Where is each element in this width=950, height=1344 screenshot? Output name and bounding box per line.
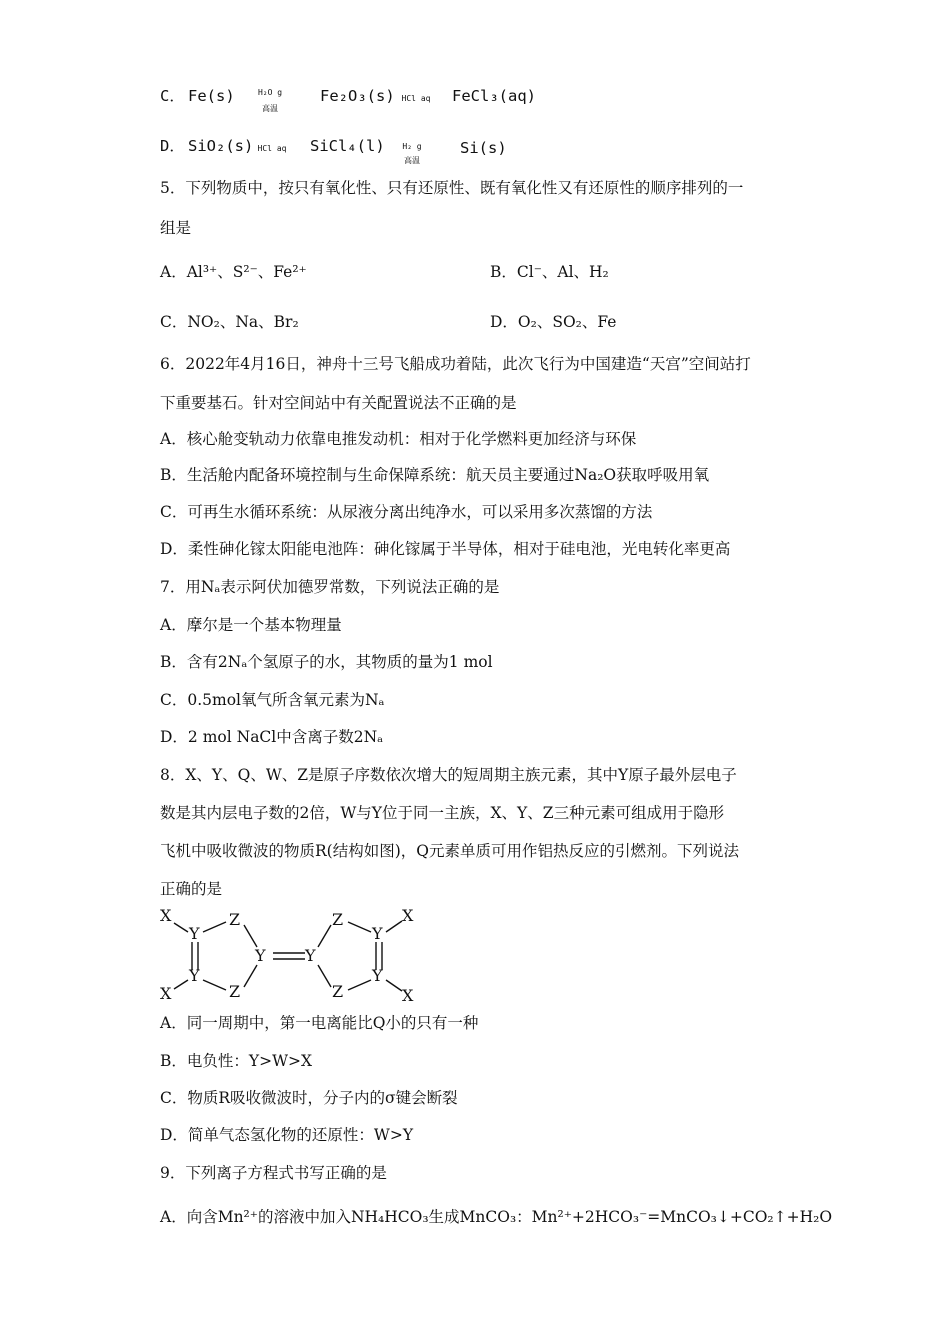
structure-bonds [174,921,402,991]
q7-option-a: A．摩尔是一个基本物理量 [160,616,342,634]
q4c-arrow1-bottom: 高温 [262,104,278,113]
atom-z-lower-right: Z [332,982,344,1001]
q8-stem-line3: 飞机中吸收微波的物质R(结构如图)，Q元素单质可用作铝热反应的引燃剂。下列说法 [160,842,739,860]
q8-stem-line2: 数是其内层电子数的2倍，W与Y位于同一主族，X、Y、Z三种元素可组成用于隐形 [160,804,725,822]
q6-option-a: A．核心舱变轨动力依靠电推发动机：相对于化学燃料更加经济与环保 [160,430,637,448]
atom-x-top-left: X [160,906,172,925]
q8-structure-diagram [150,905,430,1005]
q8-option-a: A．同一周期中，第一电离能比Q小的只有一种 [160,1014,479,1032]
atom-y-upper-left: Y [189,924,200,943]
q4d-product2: Si(s) [460,139,507,157]
q4c-reactant: Fe(s) [188,87,235,105]
q7-option-c: C．0.5mol氧气所含氧元素为Nₐ [160,691,385,709]
atom-y-center-left: Y [255,946,266,965]
q9-option-a: A．向含Mn²⁺的溶液中加入NH₄HCO₃生成MnCO₃：Mn²⁺+2HCO₃⁻=MnCO₃↓+CO₂↑+H₂O [160,1208,833,1226]
q7-option-b: B．含有2Nₐ个氢原子的水，其物质的量为1 mol [160,653,493,671]
q8-stem-line4: 正确的是 [160,880,223,898]
q4d-arrow1-label: HCl aq [257,144,287,153]
q8-stem-line1: 8．X、Y、Q、W、Z是原子序数依次增大的短周期主族元素，其中Y原子最外层电子 [160,766,737,784]
q4d-label: D． [160,137,185,155]
q5-option-b: B．Cl⁻、Al、H₂ [490,263,609,281]
q6-stem-line1: 6．2022年4月16日，神舟十三号飞船成功着陆，此次飞行为中国建造“天宫”空间站打 [160,355,751,373]
q7-stem: 7．用Nₐ表示阿伏加德罗常数，下列说法正确的是 [160,578,500,596]
q4d-arrow2-bottom: 高温 [404,156,420,165]
q6-stem-line2: 下重要基石。针对空间站中有关配置说法不正确的是 [160,394,517,412]
q6-option-c: C．可再生水循环系统：从尿液分离出纯净水，可以采用多次蒸馏的方法 [160,503,653,521]
q8-option-d: D．简单气态氢化物的还原性：W>Y [160,1126,414,1144]
q4d-reactant: SiO₂(s) [188,137,254,155]
q8-option-b: B．电负性：Y>W>X [160,1052,313,1070]
q4c-product2: FeCl₃(aq) [452,87,536,105]
q9-stem: 9．下列离子方程式书写正确的是 [160,1164,387,1182]
q5-option-a: A．Al³⁺、S²⁻、Fe²⁺ [160,263,307,281]
q6-option-d: D．柔性砷化镓太阳能电池阵：砷化镓属于半导体，相对于硅电池，光电转化率更高 [160,540,731,558]
atom-z-lower-left: Z [229,982,241,1001]
q4c-arrow2-label: HCl aq [401,94,431,103]
q5-option-c: C．NO₂、Na、Br₂ [160,313,299,331]
q5-stem-line2: 组是 [160,219,192,237]
q7-option-d: D．2 mol NaCl中含离子数2Nₐ [160,728,384,746]
atom-y-lower-right: Y [372,966,383,985]
atom-z-upper-left: Z [229,910,241,929]
q4c-arrow1-top: H₂O g [257,88,283,97]
q4c-label: C． [160,87,185,105]
atom-y-center-right: Y [305,946,316,965]
atom-x-top-right: X [402,906,414,925]
atom-y-lower-left: Y [189,966,200,985]
q8-option-c: C．物质R吸收微波时，分子内的σ键会断裂 [160,1089,458,1107]
q6-option-b: B．生活舱内配备环境控制与生命保障系统：航天员主要通过Na₂O获取呼吸用氧 [160,466,710,484]
atom-z-upper-right: Z [332,910,344,929]
q4c-product1: Fe₂O₃(s) [320,87,395,105]
atom-x-bottom-left: X [160,984,172,1003]
atom-x-bottom-right: X [402,986,414,1005]
atom-y-upper-right: Y [372,924,383,943]
q4d-product1: SiCl₄(l) [310,137,385,155]
q5-stem-line1: 5．下列物质中，按只有氧化性、只有还原性、既有氧化性又有还原性的顺序排列的一 [160,179,744,197]
q4d-arrow2-top: H₂ g [402,142,422,151]
q5-option-d: D．O₂、SO₂、Fe [490,313,617,331]
